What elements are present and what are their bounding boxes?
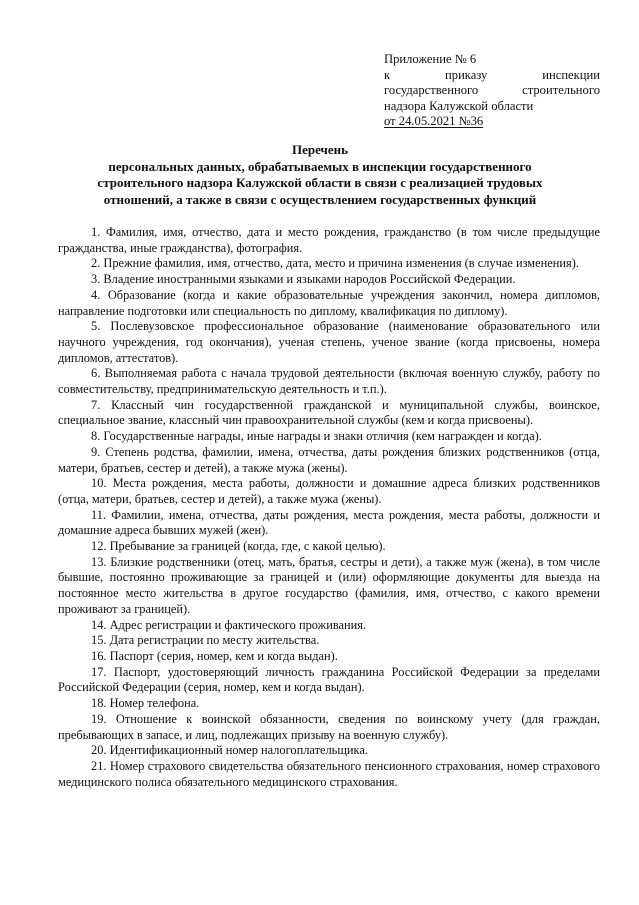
appendix-word: приказу <box>445 67 488 82</box>
list-item: 17. Паспорт, удостоверяющий личность гражданина Российской Федерации за пределами Российской Федерации (серия, номер, кем и когда выдан). <box>58 664 600 695</box>
list-item: 20. Идентификационный номер налогоплательщика. <box>91 743 368 758</box>
title-line: персональных данных, обрабатываемых в инспекции государственного <box>108 158 532 174</box>
list-item: 7. Классный чин государственной гражданской и муниципальной службы, воинское, специальное звание, классный чин правоохранительной службы (кем и когда присвоены). <box>58 397 600 428</box>
appendix-order-line <box>384 68 600 84</box>
appendix-word: государственного <box>384 83 479 98</box>
list-item: 8. Государственные награды, иные награды и знаки отличия (кем награжден и когда). <box>91 429 542 444</box>
list-item: 14. Адрес регистрации и фактического проживания. <box>91 617 367 632</box>
list-item: 2. Прежние фамилия, имя, отчество, дата, место и причина изменения (в случае изменения). <box>91 256 579 271</box>
list-item: 11. Фамилии, имена, отчества, даты рождения, места рождения, места работы, должности и домашние адреса бывших мужей (жен). <box>58 507 600 538</box>
list-item: 4. Образование (когда и какие образовательные учреждения закончил, номера дипломов, направление подготовки или специальность по диплому, квалификация по диплому). <box>58 287 600 318</box>
title-line: строительного надзора Калужской области в связи с реализацией трудовых <box>97 175 543 190</box>
list-item: 15. Дата регистрации по месту жительства. <box>91 633 320 648</box>
list-item: 1. Фамилия, имя, отчество, дата и место рождения, гражданство (в том числе предыдущие гражданства, иные гражданства), фотография. <box>58 225 600 255</box>
appendix-date: от 24.05.2021 №36 <box>384 114 484 129</box>
appendix-agency-line <box>384 83 600 99</box>
appendix-word: к <box>384 67 391 82</box>
list-item: 6. Выполняемая работа с начала трудовой деятельности (включая военную службу, работу по совместительству, предпринимательскую деятельность и т.п.). <box>58 366 600 397</box>
appendix-header <box>384 52 600 130</box>
list-item: 13. Близкие родственники (отец, мать, братья, сестры и дети), а также муж (жена), в том числе бывшие, постоянно проживающие за границей и (или) оформляющие документы для выезда на постоянное место жительства в другое государство (фамилия, имя, отчество, с какого времени проживают за границей). <box>58 554 600 616</box>
list-item: 10. Места рождения, места работы, должности и домашние адреса близких родственников (отца, матери, братьев, сестер и детей), а также мужа (жены). <box>58 476 600 506</box>
personal-data-list <box>58 225 600 790</box>
list-item: 9. Степень родства, фамилии, имена, отчества, даты рождения близких родственников (отца, матери, братьев, сестер и детей), а также мужа (жены). <box>58 444 600 475</box>
list-item: 21. Номер страхового свидетельства обязательного пенсионного страхования, номер страхового медицинского полиса обязательного медицинского страхования. <box>58 758 600 789</box>
document-title <box>40 142 600 208</box>
list-item: 5. Послевузовское профессиональное образование (наименование образовательного или научного учреждения, год окончания), ученая степень, ученое звание (когда присвоены, номера дипломов, аттестатов). <box>58 319 600 365</box>
appendix-number: Приложение № 6 <box>384 52 477 66</box>
list-item: 12. Пребывание за границей (когда, где, с какой целью). <box>91 539 386 554</box>
list-item: 16. Паспорт (серия, номер, кем и когда выдан). <box>91 648 338 663</box>
title-line: Перечень <box>291 142 349 157</box>
appendix-word: инспекции <box>542 67 600 82</box>
appendix-word: строительного <box>522 83 600 98</box>
list-item: 19. Отношение к воинской обязанности, сведения по воинскому учету (для граждан, пребывающих в запасе, и лиц, подлежащих призыву на военную службу). <box>58 711 600 742</box>
list-item: 18. Номер телефона. <box>91 696 200 711</box>
title-line: отношений, а также в связи с осуществлением государственных функций <box>103 191 537 207</box>
appendix-region: надзора Калужской области <box>384 98 534 113</box>
list-item: 3. Владение иностранными языками и языками народов Российской Федерации. <box>91 272 516 287</box>
